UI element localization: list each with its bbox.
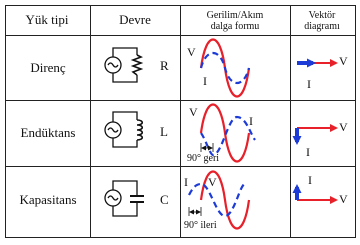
load-type-label: Endüktans bbox=[20, 125, 76, 140]
wave-i-label: I bbox=[249, 114, 253, 128]
wave-v-label: V bbox=[187, 45, 196, 59]
row-resistor bbox=[30, 40, 348, 97]
vector-v-label: V bbox=[339, 192, 348, 206]
element-letter: R bbox=[160, 58, 169, 73]
header-circuit: Devre bbox=[119, 12, 151, 27]
header-waveform-line2: dalga formu bbox=[210, 21, 260, 32]
vector-i-label: I bbox=[306, 145, 310, 159]
current-wave bbox=[201, 53, 249, 83]
vector-capacitor bbox=[297, 173, 348, 206]
vector-v-label: V bbox=[339, 54, 348, 68]
waveform-inductor bbox=[187, 105, 255, 165]
element-letter: C bbox=[160, 192, 169, 207]
circuit-resistor bbox=[105, 48, 141, 82]
header-vector-line1: Vektör bbox=[308, 10, 336, 21]
row-inductor bbox=[21, 105, 348, 165]
load-type-label: Direnç bbox=[30, 60, 66, 75]
waveform-resistor bbox=[187, 40, 249, 97]
table-header bbox=[26, 10, 340, 32]
capacitor-icon bbox=[130, 196, 144, 202]
phase-note: 90° ileri bbox=[184, 220, 217, 231]
inductor-icon bbox=[137, 120, 142, 140]
wave-i-label: I bbox=[203, 74, 207, 88]
header-waveform-line1: Gerilim/Akım bbox=[206, 10, 264, 21]
vector-v-label: V bbox=[339, 120, 348, 134]
vector-inductor bbox=[297, 120, 348, 159]
vector-resistor bbox=[297, 54, 348, 91]
element-letter: L bbox=[160, 124, 168, 139]
phase-note: 90° geri bbox=[187, 153, 220, 164]
header-vector-line2: diagramı bbox=[304, 21, 340, 32]
load-type-label: Kapasitans bbox=[19, 192, 77, 207]
wave-v-label: V bbox=[208, 175, 217, 189]
resistor-icon bbox=[133, 55, 141, 75]
circuit-capacitor bbox=[105, 181, 144, 216]
wave-v-label: V bbox=[189, 105, 198, 119]
header-load-type: Yük tipi bbox=[25, 12, 69, 27]
current-wave bbox=[189, 184, 245, 216]
row-capacitor bbox=[19, 172, 348, 232]
vector-i-label: I bbox=[308, 173, 312, 187]
circuit-inductor bbox=[105, 112, 142, 147]
vector-i-label: I bbox=[307, 77, 311, 91]
waveform-capacitor bbox=[184, 172, 249, 232]
wave-i-label: I bbox=[184, 175, 188, 189]
